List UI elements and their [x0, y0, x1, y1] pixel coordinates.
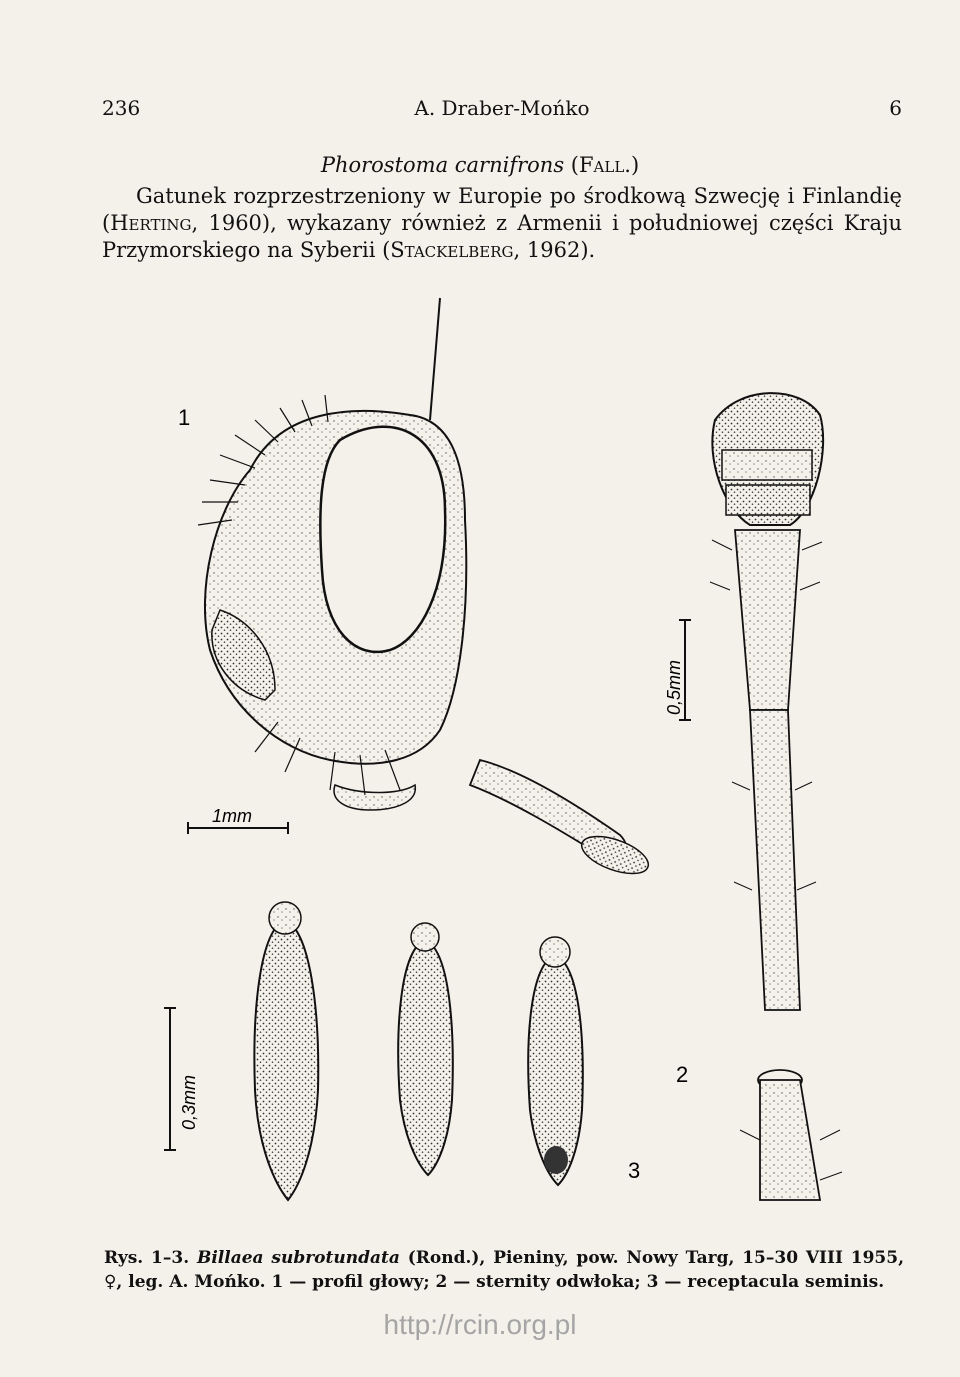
species-authority: (Fall.) — [570, 153, 640, 177]
caption-species: Billaea subrotundata — [196, 1248, 400, 1268]
head-profile-drawing — [198, 298, 653, 881]
caption-prefix: Rys. 1–3. — [104, 1248, 190, 1268]
scale-label-receptacula: 0,3mm — [179, 1074, 199, 1130]
sternites-drawing — [710, 393, 842, 1200]
figure-illustration — [100, 290, 920, 1250]
caption-authority: (Rond.), — [407, 1248, 486, 1268]
scale-bar-sternites — [664, 620, 691, 720]
citation-herting: Herting — [110, 211, 192, 235]
scale-bar-head — [188, 806, 288, 834]
figure-label-2: 2 — [676, 1062, 689, 1087]
caption-details: Pieniny, pow. Nowy Targ, 15–30 VIII 1955, ♀, leg. A. Mońko. 1 — profil głowy; 2 — sternity odwłoka; 3 — receptacula seminis. — [104, 1248, 904, 1292]
receptaculum-1 — [254, 902, 318, 1200]
paragraph-text-2: , 1960), wykazany również z Armenii i południowej części Kraju Przymorskiego na Syberii ( — [102, 211, 902, 262]
figure-label-3: 3 — [628, 1158, 641, 1183]
receptaculum-2 — [398, 923, 453, 1175]
species-name: Phorostoma carnifrons — [320, 153, 565, 177]
running-author: A. Draber-Mońko — [414, 96, 590, 120]
paragraph-text-1: Gatunek rozprzestrzeniony w Europie po środkową Szwecję i Finlandię ( — [102, 184, 902, 235]
figure-caption — [104, 1246, 904, 1294]
body-paragraph — [102, 183, 902, 264]
species-heading — [0, 153, 960, 177]
scale-label-head: 1mm — [212, 806, 252, 826]
page-number: 236 — [102, 96, 141, 120]
receptaculum-3 — [528, 937, 583, 1185]
paragraph-text-3: , 1962). — [513, 238, 596, 262]
running-section-number: 6 — [889, 96, 902, 120]
running-header — [102, 96, 902, 126]
scale-label-sternites: 0,5mm — [664, 659, 684, 715]
figure-label-1: 1 — [178, 405, 191, 430]
source-watermark: http://rcin.org.pl — [383, 1309, 577, 1340]
citation-stackelberg: Stackelberg — [390, 238, 514, 262]
scale-bar-receptacula — [164, 1008, 199, 1150]
